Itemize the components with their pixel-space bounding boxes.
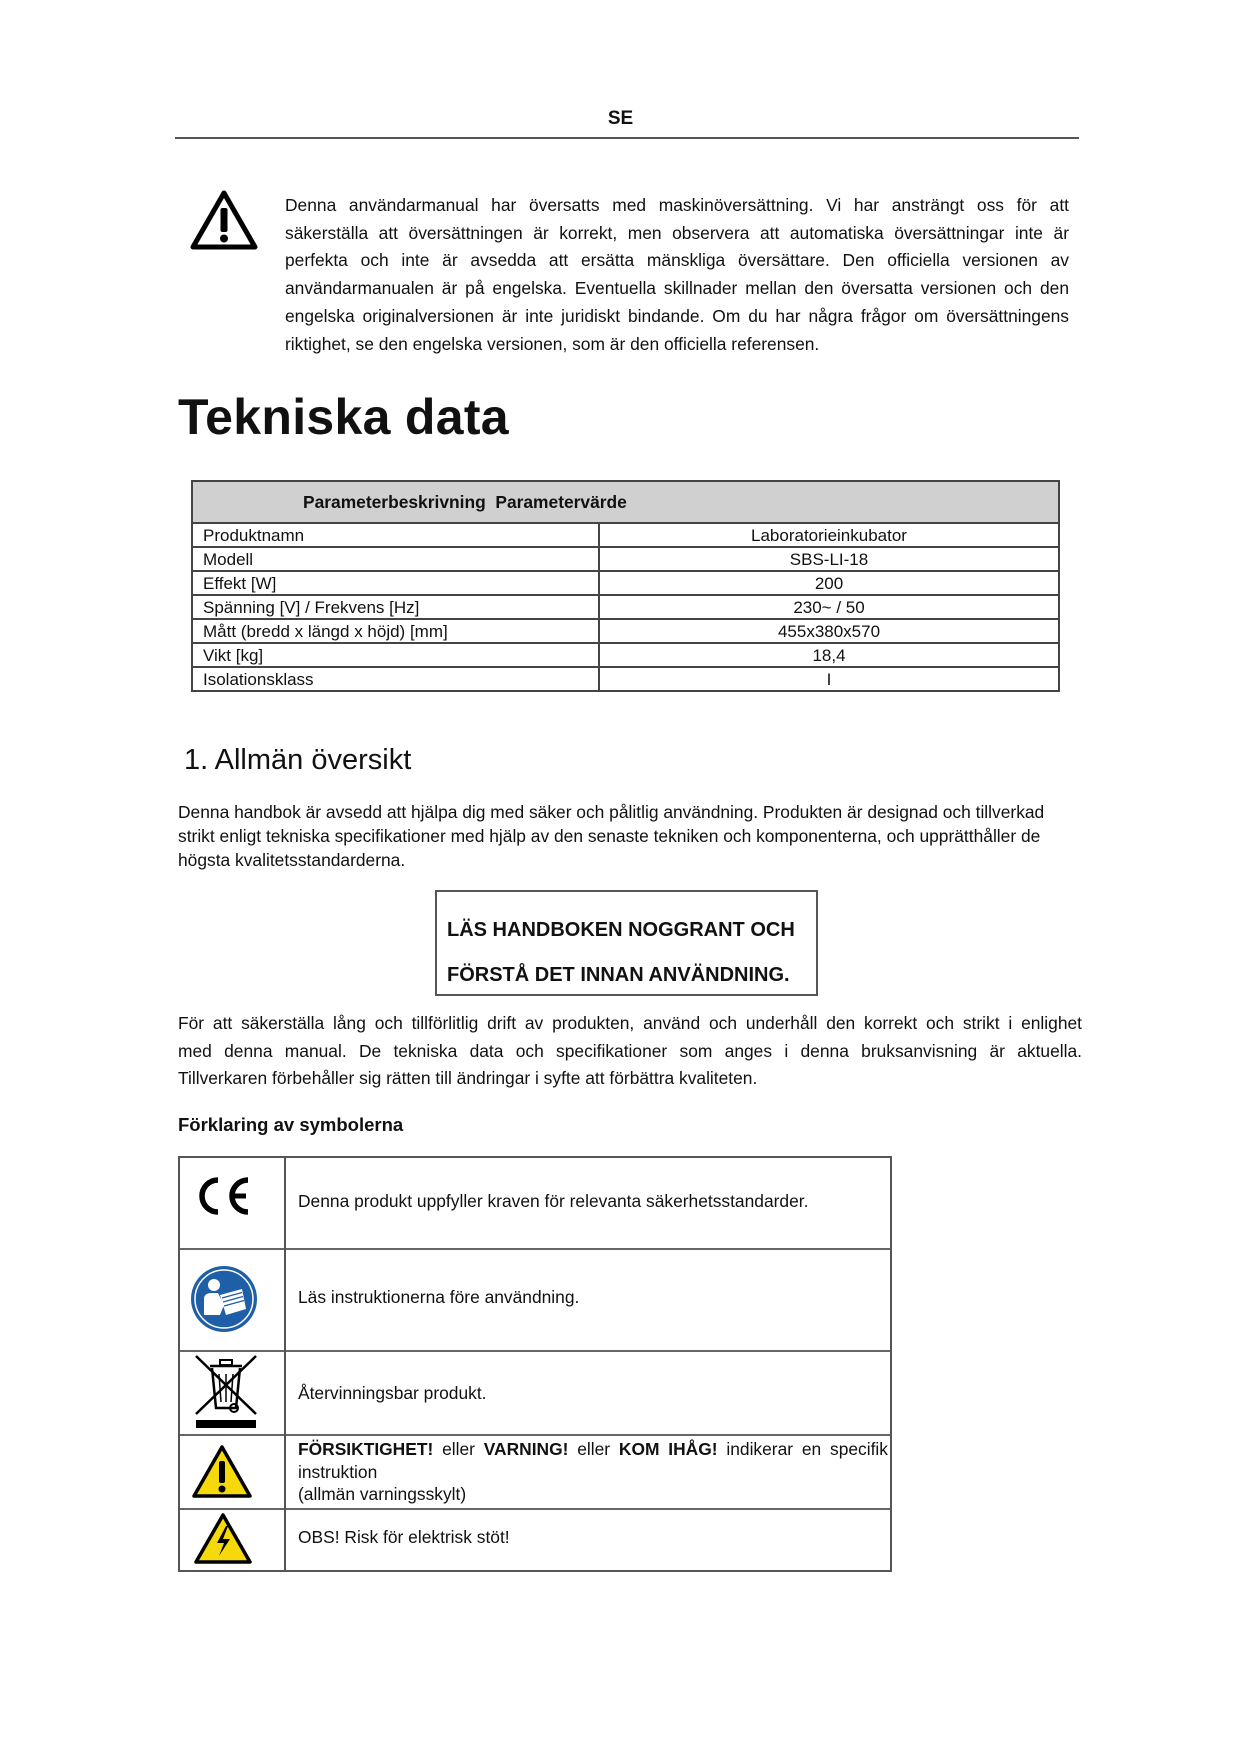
param-label: Produktnamn [192,523,599,547]
param-value: I [599,667,1059,691]
caution-word: FÖRSIKTIGHET! [298,1439,434,1459]
table-row [192,523,1059,547]
usage-line: Tillverkaren förbehåller sig rätten till ändringar i syfte att förbättra kvaliteten. [178,1068,758,1088]
table-row [192,643,1059,667]
overview-heading: 1. Allmän översikt [184,744,412,776]
notice-line: användarmanualen är på engelska. Eventuella skillnader mellan den översatta versionen och den [285,278,1069,299]
param-value: 230~ / 50 [599,595,1059,619]
symbol-description: Läs instruktionerna före användning. [298,1287,580,1307]
caution-line [298,1438,888,1461]
param-value: 455x380x570 [599,619,1059,643]
language-code: SE [607,108,634,129]
table-row [192,547,1059,571]
ce-mark-icon [194,1174,254,1218]
translation-notice [285,192,1069,358]
param-label: Mått (bredd x längd x höjd) [mm] [192,619,599,643]
notice-line: säkerställa att översättningen är korrekt, men observera att automatiska översättningar inte är [285,222,1069,243]
electric-shock-icon [193,1512,253,1566]
symbol-row-ce [180,1158,890,1250]
technical-data-heading: Tekniska data [178,389,509,445]
table-row [192,571,1059,595]
notice-line: riktighet, se den engelska versionen, som är den officiella referensen. [285,333,820,354]
symbol-description: Denna produkt uppfyller kraven för relevanta säkerhetsstandarder. [298,1191,809,1211]
overview-paragraph: Denna handbok är avsedd att hjälpa dig med säker och pålitlig användning. Produkten är designad och tillverkad strikt enligt tekniska specifikationer med hjälp av den senaste tekniken och komponenterna, och upprätthåller de högsta kvalitetsstandarderna. [178,802,1045,870]
usage-paragraph [178,1010,1082,1093]
symbol-cell [180,1434,286,1508]
symbol-cell [180,1158,286,1248]
symbol-row-recycle [180,1350,890,1436]
notice-line: Denna användarmanual har översatts med maskinöversättning. Vi har ansträngt oss för att [285,195,1069,215]
table-header: Parameterbeskrivning Parametervärde [192,481,1059,523]
usage-line: För att säkerställa lång och tillförlitlig drift av produkten, använd och underhåll den korrekt och strikt i enlighet [178,1013,1082,1033]
notice-line: engelska originalversionen är inte juridiskt bindande. Om du har några frågor om översättningens [285,305,1069,326]
technical-data-table [191,480,1060,692]
symbols-table [178,1156,892,1572]
caution-line: (allmän varningsskylt) [298,1484,467,1504]
read-manual-icon [190,1265,258,1333]
symbol-row-manual [180,1248,890,1352]
table-row [192,595,1059,619]
table-header-row [192,481,1059,523]
caution-connector: eller [433,1439,484,1459]
weee-bin-icon [188,1352,264,1430]
callout-line: FÖRSTÅ DET INNAN ANVÄNDNING. [447,964,790,986]
symbol-cell [180,1248,286,1350]
warning-word: VARNING! [483,1439,569,1459]
param-label: Effekt [W] [192,571,599,595]
symbol-cell [180,1350,286,1434]
param-label: Isolationsklass [192,667,599,691]
symbol-row-electric [180,1508,890,1570]
general-warning-icon [191,1444,253,1500]
caution-line: instruktion [298,1461,378,1482]
param-value: 200 [599,571,1059,595]
table-row [192,619,1059,643]
symbols-heading: Förklaring av symbolerna [178,1114,404,1135]
caution-rest: indikerar en specifik [717,1439,888,1459]
param-value: 18,4 [599,643,1059,667]
caution-connector: eller [568,1439,619,1459]
param-label: Modell [192,547,599,571]
warning-triangle-icon [190,190,258,250]
callout-line: LÄS HANDBOKEN NOGGRANT OCH [447,919,795,941]
header-rule [175,137,1079,139]
table-row [192,667,1059,691]
symbol-row-caution [180,1434,890,1510]
remember-word: KOM IHÅG! [618,1439,718,1459]
symbol-description: OBS! Risk för elektrisk stöt! [298,1527,510,1547]
notice-line: perfekta och inte är avsedda att ersätta mänskliga översättare. Den officiella versionen av [285,250,1069,271]
param-value: Laboratorieinkubator [599,523,1059,547]
symbol-cell [180,1508,286,1570]
read-manual-callout [435,890,818,996]
symbol-description [298,1438,888,1506]
param-label: Vikt [kg] [192,643,599,667]
param-label: Spänning [V] / Frekvens [Hz] [192,595,599,619]
symbol-description: Återvinningsbar produkt. [298,1383,487,1403]
usage-line: med denna manual. De tekniska data och specifikationer som anges i denna bruksanvisning är aktuella. [178,1040,1082,1061]
param-value: SBS-LI-18 [599,547,1059,571]
